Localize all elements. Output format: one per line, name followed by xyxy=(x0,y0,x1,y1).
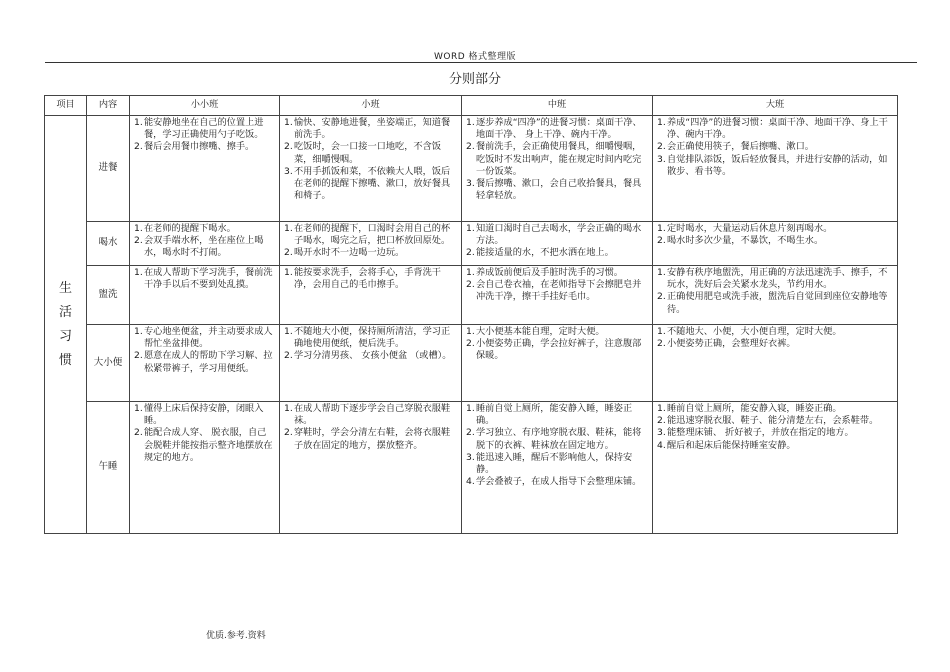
item-text: 会双手端水杯，坐在座位上喝水，喝水时不打闹。 xyxy=(144,235,264,259)
item-list xyxy=(466,403,648,488)
item-number: 2. xyxy=(284,247,293,259)
item-text: 愉快、安静地进餐，坐姿端正，知道餐前洗手。 xyxy=(294,117,451,141)
item-text: 睡前自觉上厕所，能安静入睡，睡姿正确。 xyxy=(476,403,633,427)
item-text: 正确使用肥皂或洗手液，盥洗后自觉回到座位安静地等待。 xyxy=(667,291,888,315)
list-item xyxy=(466,338,648,362)
item-number: 3. xyxy=(466,451,475,463)
item-number: 3. xyxy=(466,178,475,190)
item-number: 2. xyxy=(657,291,666,303)
item-text: 大小便基本能自理，定时大便。 xyxy=(476,326,605,337)
item-number: 1. xyxy=(284,326,293,337)
list-item xyxy=(657,403,893,415)
row-label: 盥洗 xyxy=(87,266,130,325)
item-number: 2. xyxy=(284,141,293,153)
list-item xyxy=(134,117,275,141)
table-cell xyxy=(130,402,280,534)
item-number: 2. xyxy=(284,427,293,439)
item-number: 3. xyxy=(284,165,293,177)
item-text: 会自己卷衣袖，在老师指导下会擦肥皂并冲洗干净，擦干手挂好毛巾。 xyxy=(476,279,642,303)
item-list xyxy=(657,403,893,452)
item-number: 2. xyxy=(657,415,666,427)
item-number: 2. xyxy=(134,350,143,362)
list-item xyxy=(466,267,648,279)
item-list xyxy=(657,117,893,178)
item-number: 2. xyxy=(134,427,143,439)
item-number: 3. xyxy=(657,427,666,439)
list-item xyxy=(284,247,457,259)
category-char: 惯 xyxy=(58,352,72,368)
header-divider xyxy=(45,62,917,63)
list-item xyxy=(657,338,893,350)
item-number: 2. xyxy=(466,247,475,259)
item-text: 餐前洗手，会正确使用餐具，细嚼慢咽，吃饭时不发出响声，能在规定时间内吃完一份饭菜。 xyxy=(476,141,642,177)
document-title: 分则部分 xyxy=(448,72,501,87)
list-item xyxy=(466,452,648,476)
item-text: 能接适量的水，不把水洒在地上。 xyxy=(476,247,614,259)
item-text: 不随地大、小便，大小便自理，定时大便。 xyxy=(667,326,842,337)
list-item xyxy=(657,291,893,315)
list-item xyxy=(657,267,893,291)
item-number: 1. xyxy=(466,267,475,278)
list-item xyxy=(284,427,457,451)
list-item xyxy=(466,178,648,202)
category-char: 生 xyxy=(58,280,72,296)
row-label: 大小便 xyxy=(87,325,130,402)
table-cell xyxy=(280,402,462,534)
footer-note: 优质.参考.资料 xyxy=(206,631,266,641)
item-text: 养成饭前便后及手脏时洗手的习惯。 xyxy=(476,267,623,278)
list-item xyxy=(466,279,648,303)
item-list xyxy=(284,117,457,202)
category-char: 习 xyxy=(58,328,72,344)
item-text: 能迅速穿脱衣服、鞋子、能分清楚左右，会系鞋带。 xyxy=(667,415,879,427)
item-text: 在老师的提醒下，口渴时会用自己的杯子喝水，喝完之后，把口杯放回原处。 xyxy=(294,223,451,247)
list-item xyxy=(657,326,893,338)
column-header: 项目 xyxy=(45,96,87,116)
category-char: 活 xyxy=(58,304,72,320)
list-item xyxy=(657,427,893,439)
list-item xyxy=(134,235,275,259)
list-item xyxy=(466,326,648,338)
table-cell xyxy=(462,116,653,222)
list-item xyxy=(134,267,275,291)
item-text: 学习独立、有序地穿脱衣服、鞋袜，能将脱下的衣裤、鞋袜放在固定地方。 xyxy=(476,427,642,451)
table-row xyxy=(45,402,898,534)
item-text: 学习分清男孩、 女孩小便盆 （或槽）。 xyxy=(294,350,452,362)
item-number: 1. xyxy=(466,326,475,337)
table-row xyxy=(45,266,898,325)
item-text: 喝开水时不一边喝一边玩。 xyxy=(294,247,405,259)
item-text: 在老师的提醒下喝水。 xyxy=(144,223,236,234)
item-number: 1. xyxy=(134,267,143,278)
item-list xyxy=(657,267,893,316)
item-number: 1. xyxy=(134,326,143,337)
list-item xyxy=(284,326,457,350)
list-item xyxy=(657,415,893,427)
header-note: WORD 格式整理版 xyxy=(433,52,517,62)
item-number: 1. xyxy=(466,403,475,414)
item-text: 能按要求洗手，会将手心，手背洗干净，会用自己的毛巾擦手。 xyxy=(294,267,441,291)
table-cell xyxy=(280,266,462,325)
row-label: 进餐 xyxy=(87,116,130,222)
item-list xyxy=(134,267,275,291)
list-item xyxy=(134,403,275,427)
list-item xyxy=(134,223,275,235)
item-number: 1. xyxy=(134,117,143,128)
item-list xyxy=(284,267,457,291)
table-cell xyxy=(462,325,653,402)
table-header-row xyxy=(45,96,898,116)
table-cell xyxy=(653,402,898,534)
table-row xyxy=(45,325,898,402)
list-item xyxy=(466,476,648,488)
list-item xyxy=(657,235,893,247)
category-cell xyxy=(45,116,87,534)
item-text: 自觉排队添饭，饭后轻放餐具，并进行安静的活动，如散步、看书等。 xyxy=(667,153,888,177)
item-text: 不随地大小便，保持厕所清洁，学习正确地使用便纸，便后洗手。 xyxy=(294,326,451,350)
list-item xyxy=(134,427,275,464)
item-number: 2. xyxy=(466,141,475,153)
table-row xyxy=(45,222,898,266)
item-text: 在成人帮助下逐步学会自己穿脱衣服鞋袜。 xyxy=(294,403,451,427)
list-item xyxy=(284,223,457,247)
item-number: 1. xyxy=(657,267,666,278)
item-number: 1. xyxy=(657,403,666,414)
item-text: 定时喝水，大量运动后休息片刻再喝水。 xyxy=(667,223,833,234)
item-number: 1. xyxy=(657,117,666,128)
list-item xyxy=(466,247,648,259)
item-number: 1. xyxy=(657,326,666,337)
list-item xyxy=(284,141,457,165)
table-cell xyxy=(130,222,280,266)
item-number: 3. xyxy=(657,153,666,165)
item-number: 2. xyxy=(284,350,293,362)
list-item xyxy=(284,117,457,141)
item-text: 不用手抓饭和菜，不依赖大人喂，饭后在老师的提醒下擦嘴、漱口，放好餐具和椅子。 xyxy=(294,165,451,202)
item-text: 知道口渴时自己去喝水，学会正确的喝水方法。 xyxy=(476,223,642,247)
list-item xyxy=(284,350,457,362)
item-number: 2. xyxy=(466,279,475,291)
table-cell xyxy=(653,116,898,222)
item-number: 1. xyxy=(657,223,666,234)
item-text: 醒后和起床后能保持睡室安静。 xyxy=(667,439,796,451)
item-text: 小便姿势正确，学会拉好裤子，注意腹部保暖。 xyxy=(476,338,642,362)
item-text: 专心地坐便盆，并主动要求成人帮忙坐盆排便。 xyxy=(144,326,273,350)
table-cell xyxy=(462,222,653,266)
table-cell xyxy=(130,266,280,325)
table-cell xyxy=(130,325,280,402)
table-cell xyxy=(462,402,653,534)
item-number: 2. xyxy=(134,141,143,153)
item-number: 1. xyxy=(466,223,475,234)
item-number: 1. xyxy=(284,403,293,414)
item-number: 1. xyxy=(284,223,293,234)
item-list xyxy=(466,267,648,304)
item-list xyxy=(134,223,275,260)
item-list xyxy=(134,403,275,464)
list-item xyxy=(134,141,275,153)
item-text: 能安静地坐在自己的位置上进餐，学习正确使用勺子吃饭。 xyxy=(144,117,264,141)
list-item xyxy=(134,350,275,374)
table-cell xyxy=(130,116,280,222)
list-item xyxy=(284,166,457,203)
habits-table xyxy=(44,95,898,534)
item-text: 睡前自觉上厕所，能安静入寝，睡姿正确。 xyxy=(667,403,842,414)
item-text: 喝水时多次少量，不暴饮，不喝生水。 xyxy=(667,235,824,247)
item-number: 2. xyxy=(466,427,475,439)
item-list xyxy=(466,223,648,260)
table-cell xyxy=(462,266,653,325)
column-header: 小班 xyxy=(280,96,462,116)
list-item xyxy=(466,141,648,178)
item-list xyxy=(657,223,893,247)
table-cell xyxy=(653,222,898,266)
item-text: 能迅速入睡，醒后不影响他人，保持安静。 xyxy=(476,451,633,476)
item-number: 2. xyxy=(466,338,475,350)
column-header: 中班 xyxy=(462,96,653,116)
item-text: 能配合成人穿、 脱衣服，自己会脱鞋并能按指示整齐地摆放在规定的地方。 xyxy=(144,427,273,463)
item-number: 2. xyxy=(134,235,143,247)
list-item xyxy=(657,223,893,235)
item-text: 在成人帮助下学习洗手，餐前洗干净手以后不要到处乱摸。 xyxy=(144,267,273,291)
item-number: 1. xyxy=(134,403,143,414)
item-list xyxy=(134,117,275,154)
item-number: 1. xyxy=(134,223,143,234)
column-header: 大班 xyxy=(653,96,898,116)
table-cell xyxy=(653,325,898,402)
item-list xyxy=(284,326,457,363)
item-number: 2. xyxy=(657,141,666,153)
item-list xyxy=(466,117,648,202)
list-item xyxy=(134,326,275,350)
list-item xyxy=(657,440,893,452)
item-number: 1. xyxy=(284,267,293,278)
table-cell xyxy=(280,222,462,266)
list-item xyxy=(466,427,648,451)
list-item xyxy=(284,403,457,427)
item-text: 懂得上床后保持安静，闭眼入睡。 xyxy=(144,403,264,427)
item-list xyxy=(284,223,457,260)
item-text: 会正确使用筷子，餐后擦嘴、漱口。 xyxy=(667,141,814,153)
list-item xyxy=(466,117,648,141)
item-text: 安静有秩序地盥洗，用正确的方法迅速洗手、擦手，不玩水，洗好后会关紧水龙头，节约用水。 xyxy=(667,267,888,291)
list-item xyxy=(466,223,648,247)
item-text: 学会叠被子，在成人指导下会整理床铺。 xyxy=(476,476,642,488)
item-number: 2. xyxy=(657,338,666,350)
list-item xyxy=(284,267,457,291)
item-number: 4. xyxy=(466,476,475,488)
item-number: 1. xyxy=(466,117,475,128)
item-list xyxy=(466,326,648,363)
table-cell xyxy=(280,325,462,402)
list-item xyxy=(657,154,893,178)
column-header: 小小班 xyxy=(130,96,280,116)
item-number: 2. xyxy=(657,235,666,247)
item-text: 逐步养成“四净”的进餐习惯：桌面干净、 地面干净、 身上干净、碗内干净。 xyxy=(476,117,642,141)
item-text: 小便姿势正确，会整理好衣裤。 xyxy=(667,338,796,350)
item-text: 吃饭时，会一口接一口地吃，不含饭菜，细嚼慢咽。 xyxy=(294,141,441,165)
item-text: 餐后会用餐巾擦嘴、擦手。 xyxy=(144,141,255,153)
row-label: 午睡 xyxy=(87,402,130,534)
item-number: 4. xyxy=(657,439,666,451)
item-list xyxy=(134,326,275,375)
item-number: 1. xyxy=(284,117,293,128)
item-text: 养成“四净”的进餐习惯：桌面干净、地面干净、身上干净、碗内干净。 xyxy=(667,117,888,141)
table-cell xyxy=(653,266,898,325)
row-label: 喝水 xyxy=(87,222,130,266)
list-item xyxy=(466,403,648,427)
item-text: 愿意在成人的帮助下学习解、拉松紧带裤子，学习用便纸。 xyxy=(144,350,273,374)
item-text: 穿鞋时，学会分清左右鞋，会将衣服鞋子放在固定的地方，摆放整齐。 xyxy=(294,427,451,451)
list-item xyxy=(657,141,893,153)
column-header: 内容 xyxy=(87,96,130,116)
item-text: 餐后擦嘴、漱口，会自己收拾餐具，餐具轻拿轻放。 xyxy=(476,178,642,202)
table-row xyxy=(45,116,898,222)
item-list xyxy=(657,326,893,350)
item-list xyxy=(284,403,457,452)
list-item xyxy=(657,117,893,141)
table-cell xyxy=(280,116,462,222)
item-text: 能整理床铺、 折好被子，并放在指定的地方。 xyxy=(667,427,854,439)
